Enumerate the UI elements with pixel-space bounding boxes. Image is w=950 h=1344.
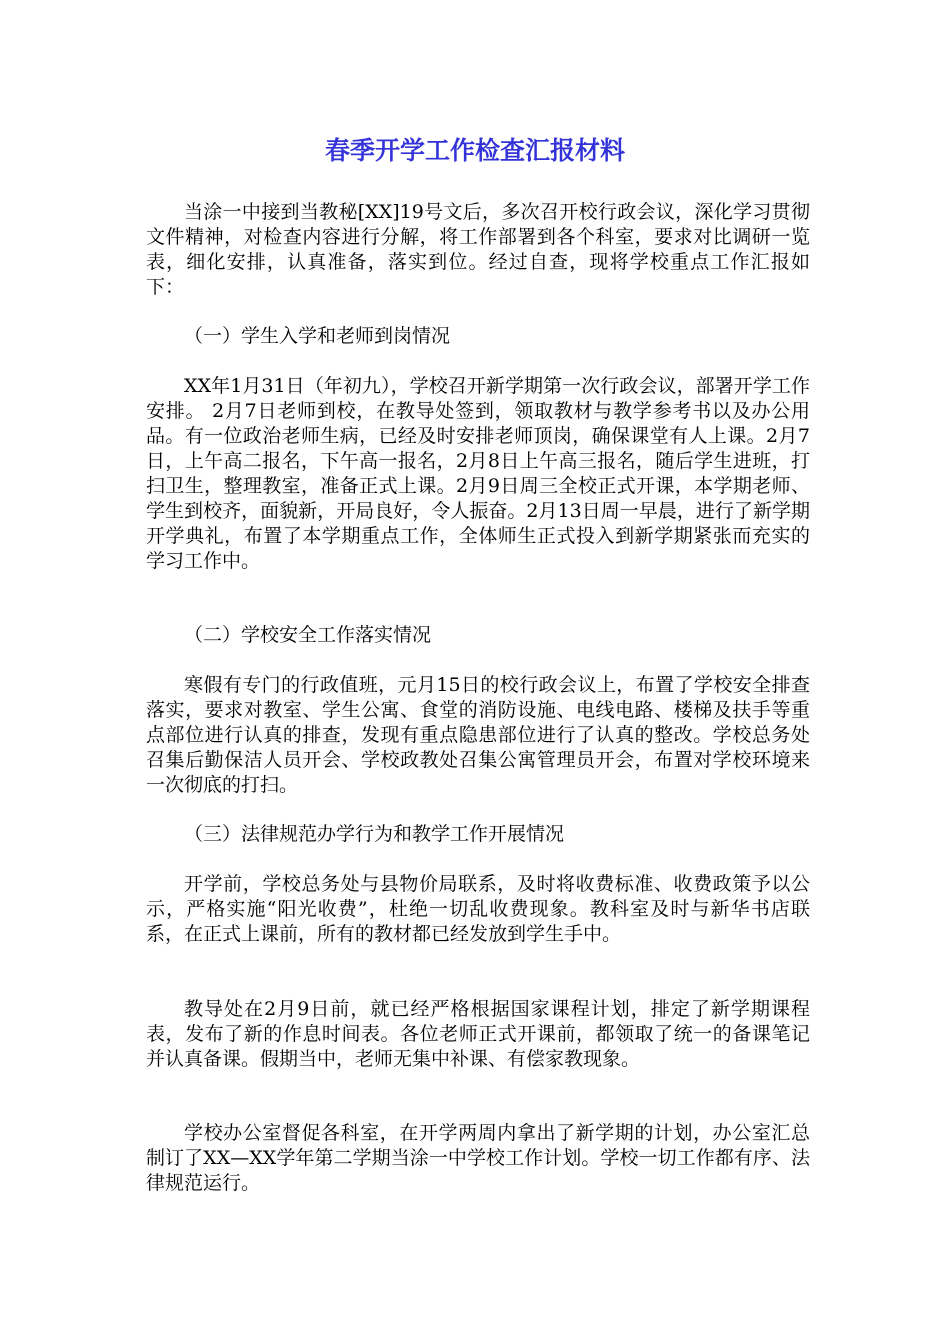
section-2-paragraph: 寒假有专门的行政值班，元月15日的校行政会议上，布置了学校安全排查落实，要求对教室、学生公寓、食堂的消防设施、电线电路、楼梯及扶手等重点部位进行认真的排查，发现有重点隐患部位进行了认真的整改。学校总务处召集后勤保洁人员开会、学校政教处召集公寓管理员开会，布置对学校环境来一次彻底的打扫。 [146, 674, 810, 796]
section-3-paragraph-3: 学校办公室督促各科室，在开学两周内拿出了新学期的计划，办公室汇总制订了XX—XX学年第二学期当涂一中学校工作计划。学校一切工作都有序、法律规范运行。 [146, 1122, 810, 1194]
section-1-paragraph: XX年1月31日（年初九），学校召开新学期第一次行政会议，部署开学工作安排。 2月7日老师到校，在教导处签到，领取教材与教学参考书以及办公用品。有一位政治老师生病，已经及时安排老师顶岗，确保课堂有人上课。2月7日，上午高二报名，下午高一报名，2月8日上午高三报名，随后学生进班，打扫卫生，整理教室，准备正式上课。2月9日周三全校正式开课，本学期老师、学生到校齐，面貌新，开局良好，令人振奋。2月13日周一早晨，进行了新学期开学典礼，布置了本学期重点工作，全体师生正式投入到新学期紧张而充实的学习工作中。 [146, 375, 810, 572]
section-heading-2: （二）学校安全工作落实情况 [184, 624, 432, 646]
section-heading-1: （一）学生入学和老师到岗情况 [184, 325, 451, 347]
section-3-paragraph-2: 教导处在2月9日前，就已经严格根据国家课程计划，排定了新学期课程表，发布了新的作息时间表。各位老师正式开课前，都领取了统一的备课笔记并认真备课。假期当中，老师无集中补课、有偿家教现象。 [146, 998, 810, 1070]
section-3-paragraph-1: 开学前，学校总务处与县物价局联系，及时将收费标准、收费政策予以公示，严格实施“阳光收费”，杜绝一切乱收费现象。教科室及时与新华书店联系，在正式上课前，所有的教材都已经发放到学生手中。 [146, 873, 810, 945]
section-heading-3: （三）法律规范办学行为和教学工作开展情况 [184, 823, 565, 845]
document-title: 春季开学工作检查汇报材料 [324, 136, 625, 165]
intro-paragraph: 当涂一中接到当教秘[XX]19号文后，多次召开校行政会议，深化学习贯彻文件精神，对检查内容进行分解，将工作部署到各个科室，要求对比调研一览表，细化安排，认真准备，落实到位。经过自查，现将学校重点工作汇报如下： [146, 201, 810, 298]
